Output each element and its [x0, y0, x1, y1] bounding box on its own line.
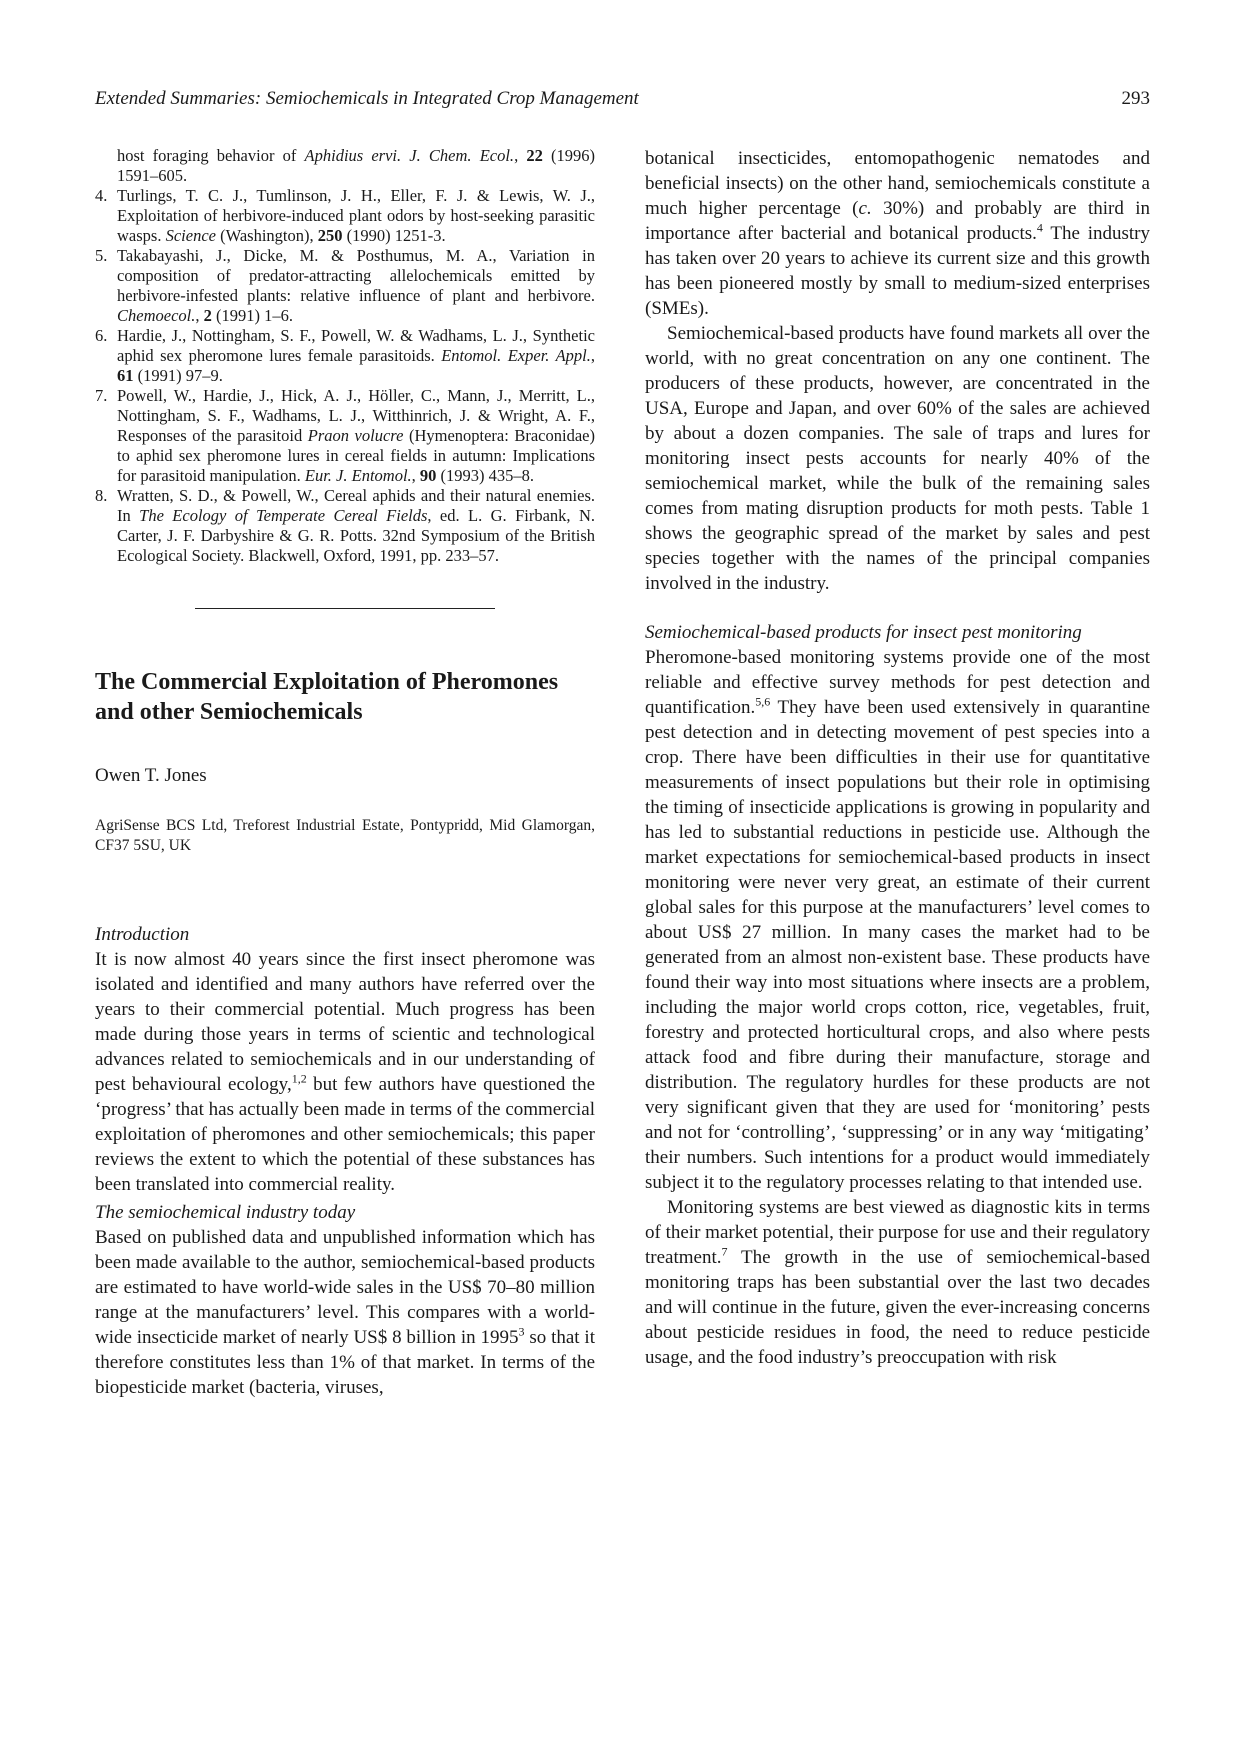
ref-text: host foraging behavior of [117, 146, 305, 165]
author-affiliation: AgriSense BCS Ltd, Treforest Industrial Estate, Pontypridd, Mid Glamorgan, CF37 5SU, UK [95, 817, 595, 854]
ref-text: Powell, W., Hardie, J., Hick, A. J., Höller, C., Mann, J., Merritt, L., Nottingham, S. F., Wadhams, L. J., Witthinrich, J. & Wright, A. F., Responses of the parasitoid [117, 386, 595, 445]
citation: 1,2 [291, 1071, 307, 1086]
ref-text: (1993) 435–8. [436, 466, 535, 485]
ref-volume: 90 [419, 466, 437, 485]
body-text: but few authors have questioned the ‘progress’ that has actually been made in terms of the commercial exploitation of pheromones and other semiochemicals; this paper reviews the extent to which the potential of these substances has been translated into commercial reality. [95, 1074, 596, 1195]
body-text: It is now almost 40 years since the first insect pheromone was isolated and identified and many authors have referred over the years to their commercial potential. Much progress has been made during those years in terms of scientic and technological advances related to semiochemicals and in our understanding of pest behavioural ecology, [95, 949, 595, 1095]
reference-3-continued [95, 146, 595, 186]
ref-text: (1991) 1–6. [211, 306, 293, 325]
ref-text: , [590, 346, 595, 365]
markets-paragraph: Semiochemical-based products have found markets all over the world, with no great concentration on any one continent. The producers of these products, however, are concentrated in the USA, Europe and Japan, and over 60% of the sales are achieved by about a dozen companies. The sale of traps and lures for monitoring insect pests accounts for nearly 40% of the semiochemical market, while the bulk of the remaining sales comes from mating disruption products for moth pests. Table 1 shows the geographic spread of the market by sales and pest species together with the names of the principal companies involved in the industry. [645, 323, 1150, 594]
body-text: The industry has taken over 20 years to achieve its current size and this growth has been pioneered mostly by small to medium-sized enterprises (SMEs). [645, 223, 1150, 319]
citation: 4 [1036, 220, 1043, 235]
citation: 3 [518, 1324, 525, 1339]
industry-paragraph-end [645, 146, 1150, 321]
reference-list [95, 146, 595, 566]
section-divider [195, 608, 495, 609]
ref-text: Hardie, J., Nottingham, S. F., Powell, W. & Wadhams, L. J., Synthetic aphid sex pheromone lures female parasitoids. [117, 326, 595, 365]
ref-text: , ed. L. G. Firbank, N. Carter, J. F. Darbyshire & G. R. Potts. 32nd Symposium of the British Ecological Society. Blackwell, Oxford, 1991, pp. 233–57. [117, 506, 595, 565]
industry-paragraph-start [95, 1225, 595, 1400]
body-text: botanical insecticides, entomopathogenic nematodes and beneficial insects) on the other hand, semiochemicals constitute a much higher percentage ( [645, 148, 1150, 219]
ref-text: , [514, 146, 527, 165]
reference-5 [95, 246, 595, 326]
ref-journal: Chemoecol. [117, 306, 196, 325]
ref-text: Takabayashi, J., Dicke, M. & Posthumus, M. A., Variation in composition of predator-attracting allelochemicals emitted by herbivore-infested plants: relative influence of plant and herbivore. [117, 246, 595, 305]
ref-number: 6. [95, 326, 108, 345]
body-text: so that it therefore constitutes less than 1% of that market. In terms of the biopesticide market (bacteria, viruses, [95, 1327, 595, 1398]
monitoring-heading: Semiochemical-based products for insect pest monitoring [645, 622, 1082, 643]
introduction-paragraph [95, 947, 595, 1197]
ref-text: , [411, 466, 420, 485]
monitoring-paragraph [645, 645, 1150, 1195]
right-column [645, 146, 1150, 1370]
ref-journal: Science [165, 226, 216, 245]
reference-6 [95, 326, 595, 386]
ref-book-title: The Ecology of Temperate Cereal Fields [139, 506, 428, 525]
ref-number: 8. [95, 486, 108, 505]
ref-volume: 22 [526, 146, 543, 165]
reference-8 [95, 486, 595, 566]
ref-number: 7. [95, 386, 108, 405]
body-text: The growth in the use of semiochemical-based monitoring traps has been substantial over the last two decades and will continue in the future, given the ever-increasing concerns about pesticide residues in food, the need to reduce pesticide usage, and the food industry’s preoccupation with risk [645, 1247, 1150, 1368]
reference-7 [95, 386, 595, 486]
article-title: The Commercial Exploitation of Pheromones and other Semiochemicals [95, 669, 559, 725]
ref-text: Turlings, T. C. J., Tumlinson, J. H., Eller, F. J. & Lewis, W. J., Exploitation of herbivore-induced plant odors by host-seeking parasitic wasps. [117, 186, 595, 245]
ref-text: Wratten, S. D., & Powell, W., Cereal aphids and their natural enemies. In [117, 486, 595, 525]
ref-journal: Entomol. Exper. Appl. [441, 346, 591, 365]
author-name: Owen T. Jones [95, 765, 207, 786]
ref-number: 5. [95, 246, 108, 265]
running-head [95, 86, 1150, 112]
page-number: 293 [1121, 88, 1150, 109]
body-text: Pheromone-based monitoring systems provide one of the most reliable and effective survey methods for pest detection and quantification. [645, 647, 1150, 718]
ref-text: (1996) 1591–605. [117, 146, 596, 185]
citation: 5,6 [755, 694, 771, 709]
ref-text: (1991) 97–9. [133, 366, 223, 385]
body-text: 30%) and probably are third in importance after bacterial and botanical products. [645, 198, 1150, 244]
ref-journal: Eur. J. Entomol. [304, 466, 412, 485]
ref-volume: 2 [203, 306, 212, 325]
industry-heading: The semiochemical industry today [95, 1202, 356, 1223]
ref-text: (1990) 1251-3. [342, 226, 446, 245]
journal-title: Extended Summaries: Semiochemicals in Integrated Crop Management [95, 88, 639, 109]
diagnostic-paragraph [645, 1195, 1150, 1370]
ref-text: (Washington), [215, 226, 318, 245]
ref-number: 4. [95, 186, 108, 205]
body-text: They have been used extensively in quarantine pest detection and in detecting movement of pest species into a crop. There have been difficulties in their use for quantitative measurements of insect populations but their role in optimising the timing of insecticide applications is growing in popularity and has led to substantial reductions in pesticide use. Although the market expectations for semiochemical-based products in insect monitoring were never very great, an estimate of their current global sales for this purpose at the manufacturers’ level comes to about US$ 27 million. In many cases the market had to be generated from an almost non-existent base. These products have found their way into most situations where insects are a problem, including the major world crops cotton, rice, vegetables, fruit, forestry and protected horticultural crops, and also where pests attack food and fibre during their manufacture, storage and distribution. The regulatory hurdles for these products are not very significant given that they are used for ‘monitoring’ pests and not for ‘controlling’, ‘suppressing’ or in any way ‘mitigating’ their numbers. Such intentions for a product would immediately subject it to the regulatory processes relating to that intended use. [645, 697, 1150, 1193]
ref-volume: 250 [317, 226, 343, 245]
ref-species: Praon volucre [307, 426, 404, 445]
reference-4 [95, 186, 595, 246]
body-text-italic: c. [858, 198, 872, 219]
body-text: Monitoring systems are best viewed as diagnostic kits in terms of their market potential, their purpose for use and their regulatory treatment. [645, 1197, 1150, 1268]
ref-text: (Hymenoptera: Braconidae) to aphid sex pheromone lures in cereal fields in autumn: Implications for parasitoid manipulation. [117, 426, 595, 485]
citation: 7 [721, 1244, 728, 1259]
introduction-heading: Introduction [95, 924, 190, 945]
ref-text: , [195, 306, 204, 325]
ref-journal: Aphidius ervi. J. Chem. Ecol. [304, 146, 515, 165]
body-text: Based on published data and unpublished information which has been made available to the author, semiochemical-based products are estimated to have world-wide sales in the US$ 70–80 million range at the manufacturers’ level. This compares with a world-wide insecticide market of nearly US$ 8 billion in 1995 [95, 1227, 595, 1348]
left-column [95, 146, 595, 1400]
ref-volume: 61 [117, 366, 134, 385]
